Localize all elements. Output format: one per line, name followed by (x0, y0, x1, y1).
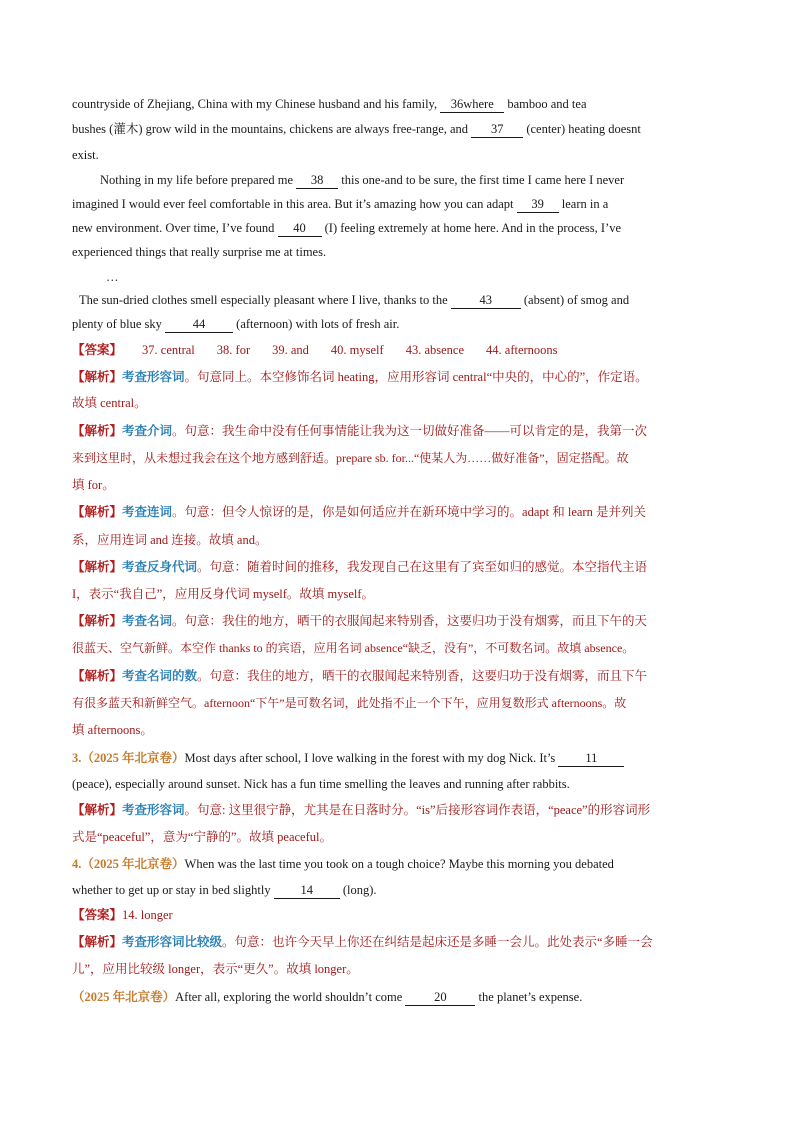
blank-39: 39 (517, 197, 559, 213)
text: 。句意：但令人惊讶的是，你是如何适应并在新环境中学习的。adapt 和 learn 是并列关 (172, 505, 646, 519)
blank-40: 40 (278, 221, 322, 237)
answer-item: 43. absence (405, 343, 465, 357)
keyword: 考查反身代词 (122, 560, 198, 574)
explanation-line: I，表示“我自己”，应用反身代词 myself。故填 myself。 (72, 587, 375, 601)
question-line: (peace), especially around sunset. Nick has a fun time smelling the leaves and running after rabbits. (72, 777, 570, 791)
answer-item: 37. central (142, 343, 195, 357)
explanation-line: 系，应用连词 and 连接。故填 and。 (72, 533, 268, 547)
passage-line (100, 171, 624, 189)
passage-line (72, 243, 326, 261)
answer-item: 40. myself (330, 343, 384, 357)
passage-line (72, 95, 587, 113)
text: (long). (339, 883, 377, 897)
explain-label: 【解析】 (72, 803, 123, 817)
answer-row (72, 906, 173, 924)
question-source: （2025 年北京卷） (81, 857, 185, 871)
explanation (72, 503, 646, 521)
text: plenty of blue sky (72, 317, 166, 331)
question-line (72, 881, 377, 899)
question-number: 3. (72, 751, 82, 765)
text: Nothing in my life before prepared me (100, 173, 297, 187)
explanation (72, 933, 653, 951)
blank-36: 36where (440, 97, 504, 113)
answer-label: 【答案】 (72, 343, 123, 357)
text: this one-and to be sure, the first time I came here I never (338, 173, 625, 187)
explanation (72, 368, 648, 386)
blank-38: 38 (296, 173, 338, 189)
explain-label: 【解析】 (72, 424, 123, 438)
blank-44: 44 (165, 317, 233, 333)
text: 。句意：我生命中没有任何事情能让我为这一切做好准备——可以肯定的是，我第一次 (172, 424, 648, 438)
blank-14: 14 (274, 883, 340, 899)
explanation-line: 来到这里时，从未想过我会在这个地方感到舒适。prepare sb. for...“使某人为……做好准备”，固定搭配。故 (72, 451, 629, 465)
text: (absent) of smog and (520, 293, 630, 307)
text: the planet’s expense. (475, 990, 583, 1004)
explanation-line: 式是“peaceful”，意为“宁静的”。故填 peaceful。 (72, 830, 332, 844)
text: Most days after school, I love walking in the forest with my dog Nick. It’s (184, 751, 559, 765)
text: exist. (72, 148, 99, 162)
explain-label: 【解析】 (72, 505, 123, 519)
text: (center) heating doesnt (523, 122, 641, 136)
explanation-line: 很蓝天、空气新鲜。本空作 thanks to 的宾语，应用名词 absence“缺乏，没有”，不可数名词。故填 absence。 (72, 641, 635, 655)
answer-item: 44. afternoons (486, 343, 558, 357)
text: experienced things that really surprise me at times. (72, 245, 327, 259)
question-number: 4. (72, 857, 82, 871)
question-5 (72, 988, 582, 1006)
passage-line (72, 120, 641, 138)
explain-label: 【解析】 (72, 669, 123, 683)
text: 。句意同上。本空修饰名词 heating，应用形容词 central“中央的，中心的”，作定语。 (184, 370, 648, 384)
explanation-line: 有很多蓝天和新鲜空气。afternoon“下午”是可数名词，此处指不止一个下午，应用复数形式 afternoons。故 (72, 696, 627, 710)
text: bushes (灌木) grow wild in the mountains, chickens are always free-range, and (72, 122, 472, 136)
text: whether to get up or stay in bed slightly (72, 883, 274, 897)
text: (I) feeling extremely at home here. And in the process, I’ve (321, 221, 622, 235)
text: imagined I would ever feel comfortable in this area. But it’s amazing how you can adapt (72, 197, 517, 211)
answer-row (72, 341, 580, 359)
explanation (72, 422, 647, 440)
keyword: 考查形容词 (122, 370, 185, 384)
explanation-line: 填 afternoons。 (72, 723, 153, 737)
text: learn in a (558, 197, 609, 211)
text: The sun-dried clothes smell especially pleasant where I live, thanks to the (79, 293, 451, 307)
text: bamboo and tea (504, 97, 587, 111)
answer-item: 38. for (216, 343, 251, 357)
explain-label: 【解析】 (72, 935, 123, 949)
keyword: 考查名词 (122, 614, 173, 628)
text: When was the last time you took on a tough choice? Maybe this morning you debated (184, 857, 614, 871)
answer-item: 39. and (272, 343, 309, 357)
text: countryside of Zhejiang, China with my Chinese husband and his family, (72, 97, 441, 111)
keyword: 考查形容词比较级 (122, 935, 223, 949)
explanation-line: 儿”，应用比较级 longer，表示“更久”。故填 longer。 (72, 962, 359, 976)
explain-label: 【解析】 (72, 614, 123, 628)
text: new environment. Over time, I’ve found (72, 221, 278, 235)
blank-43: 43 (451, 293, 521, 309)
keyword: 考查介词 (122, 424, 173, 438)
question-source: （2025 年北京卷） (72, 990, 176, 1004)
answer-item: 14. longer (122, 908, 173, 922)
explanation-line: 填 for。 (72, 478, 115, 492)
explain-label: 【解析】 (72, 560, 123, 574)
passage-line (72, 219, 621, 237)
text: 。句意：随着时间的推移，我发现自己在这里有了宾至如归的感觉。本空指代主语 (197, 560, 648, 574)
question-3 (72, 749, 624, 767)
blank-20: 20 (405, 990, 475, 1006)
passage-line (79, 291, 629, 309)
keyword: 考查名词的数 (122, 669, 198, 683)
passage-line (72, 195, 608, 213)
text: 。句意: 这里很宁静，尤其是在日落时分。“is”后接形容词作表语，“peace”的形容词形 (184, 803, 651, 817)
explanation (72, 667, 647, 685)
answer-label: 【答案】 (72, 908, 123, 922)
passage-line (72, 146, 99, 164)
question-source: （2025 年北京卷） (81, 751, 185, 765)
explanation (72, 558, 647, 576)
blank-37: 37 (471, 122, 523, 138)
ellipsis: … (106, 270, 119, 284)
text: After all, exploring the world shouldn’t come (175, 990, 406, 1004)
explanation (72, 612, 647, 630)
text: 。句意：我住的地方，晒干的衣服闻起来特别香，这要归功于没有烟雾，而且下午的天 (172, 614, 648, 628)
explanation-line: 故填 central。 (72, 396, 147, 410)
keyword: 考查形容词 (122, 803, 185, 817)
passage-line (72, 315, 399, 333)
explain-label: 【解析】 (72, 370, 123, 384)
explanation (72, 801, 650, 819)
text: 。句意：我住的地方，晒干的衣服闻起来特别香，这要归功于没有烟雾，而且下午 (197, 669, 648, 683)
question-4 (72, 855, 614, 873)
keyword: 考查连词 (122, 505, 173, 519)
text: 。句意：也许今天早上你还在纠结是起床还是多睡一会儿。此处表示“多睡一会 (222, 935, 653, 949)
text: (afternoon) with lots of fresh air. (233, 317, 400, 331)
blank-11: 11 (558, 751, 624, 767)
